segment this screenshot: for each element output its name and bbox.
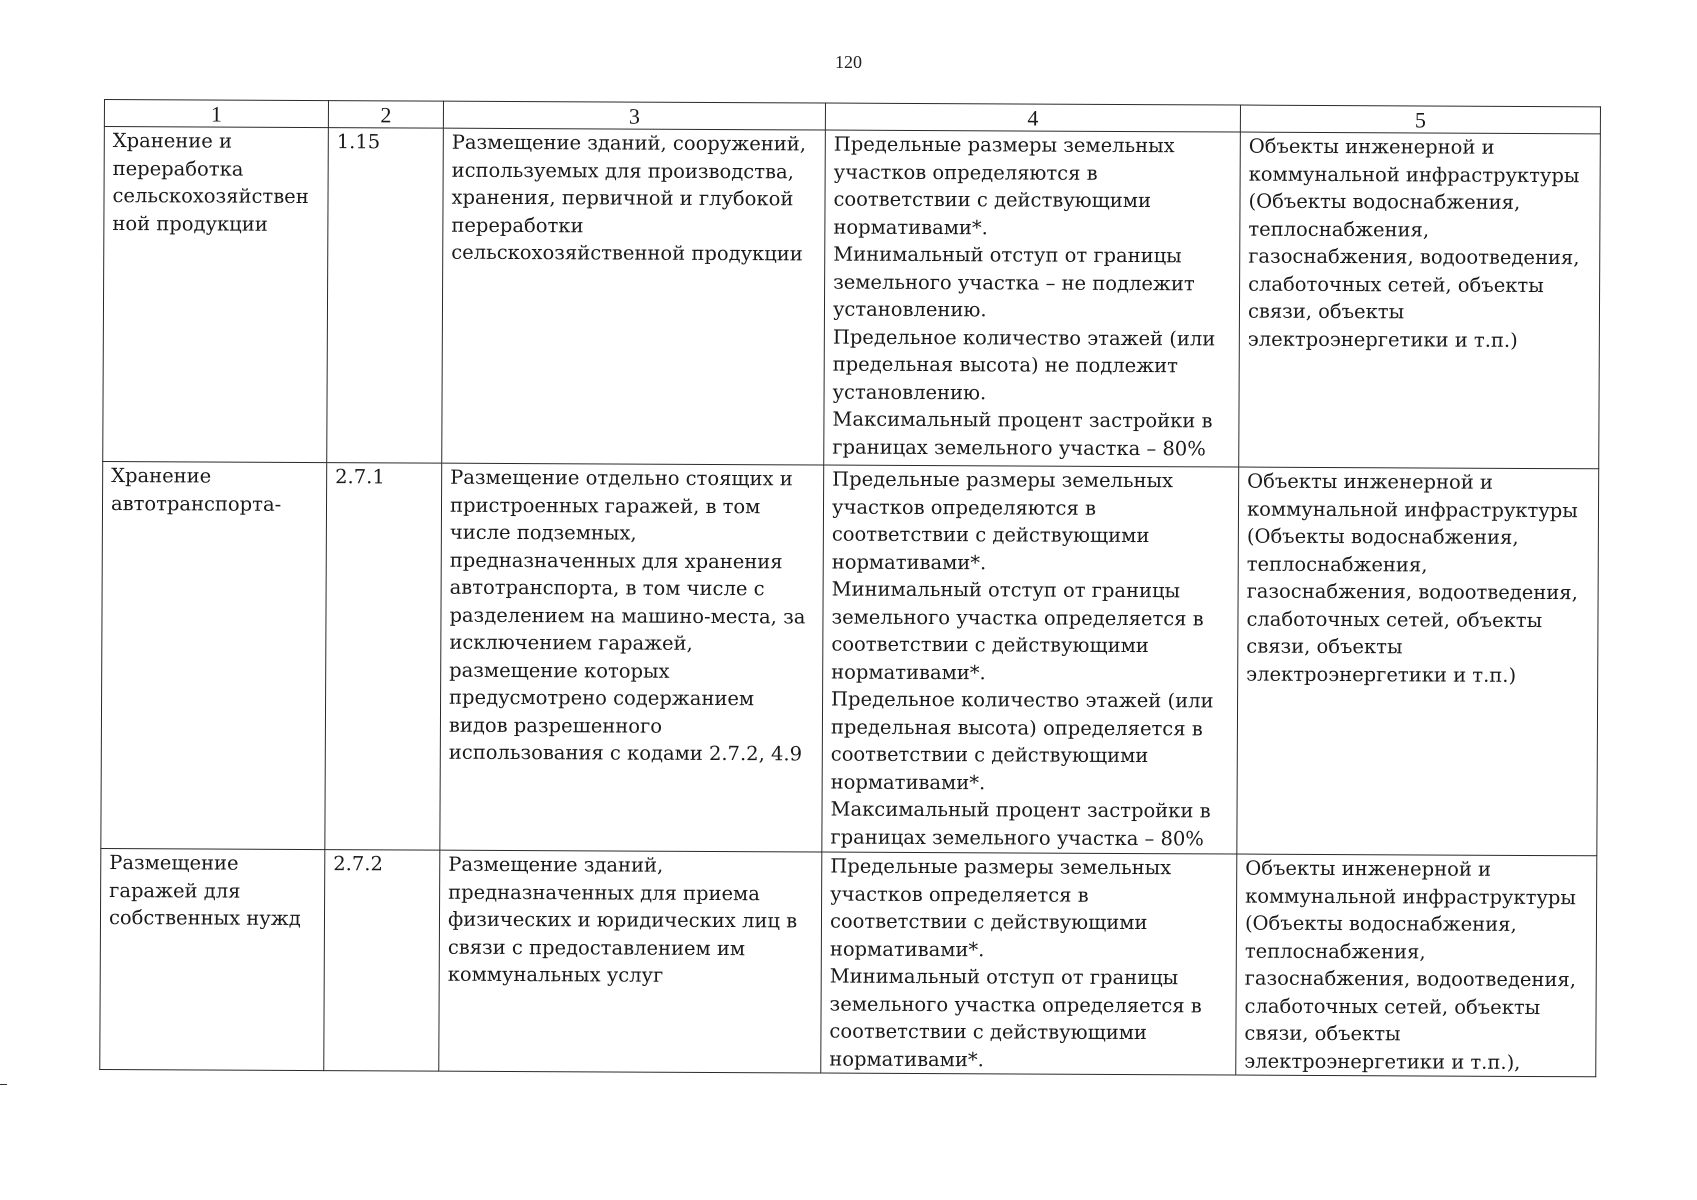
text-line: Объекты инженерной и (1245, 856, 1492, 881)
text-line: установлению. (832, 380, 987, 404)
text-line: Хранение (111, 464, 212, 488)
parameters-cell (822, 465, 1239, 854)
text-line: границах земельного участка – 80% (832, 435, 1206, 460)
land-use-code-cell (327, 128, 444, 464)
objects-cell (1239, 132, 1601, 469)
text-line: переработки (451, 213, 584, 237)
column-header-2: 2 (328, 101, 443, 129)
column-header-4: 4 (825, 103, 1240, 132)
text-line: газоснабжения, водоотведения, (1248, 244, 1580, 270)
text-line: используемых для производства, (451, 158, 794, 183)
land-use-name-cell (100, 848, 325, 1070)
text-line: исключением гаражей, (449, 630, 693, 655)
land-use-name-cell (101, 461, 327, 849)
text-line: хранения, первичной и глубокой (451, 185, 794, 211)
text-line: связи, объекты (1244, 1021, 1401, 1046)
table-row (101, 461, 1599, 855)
text-line: участков определяется в (830, 882, 1089, 907)
text-line: видов разрешенного (448, 713, 663, 738)
land-use-code-cell (325, 463, 442, 851)
text-line: соответствии с действующими (833, 187, 1152, 213)
text-line: соответствии с действующими (829, 909, 1148, 935)
text-line: связи, объекты (1246, 634, 1403, 659)
text-line: сельскохозяйственной продукции (451, 240, 803, 266)
text-line: нормативами*. (831, 550, 987, 574)
table-row (100, 848, 1597, 1076)
text-line: соответствии с действующими (829, 1019, 1147, 1045)
text-line: земельного участка определяется в (831, 605, 1204, 630)
text-line: электроэнергетики и т.п.) (1246, 662, 1517, 687)
text-line: (Объекты водоснабжения, (1248, 189, 1521, 214)
text-line: предельная высота) определяется в (830, 715, 1203, 740)
text-line: Размещение зданий, (448, 852, 664, 877)
column-header-5: 5 (1240, 105, 1600, 134)
objects-cell (1236, 854, 1597, 1077)
text-line: предусмотрено содержанием (449, 685, 755, 711)
text-line: коммунальной инфраструктуры (1246, 497, 1578, 522)
text-line: теплоснабжения, (1246, 552, 1428, 576)
text-line: коммунальной инфраструктуры (1245, 884, 1576, 909)
text-line: земельного участка определяется в (829, 992, 1202, 1017)
land-use-code: 2.7.1 (335, 465, 385, 489)
description-cell (439, 850, 822, 1073)
text-line: Размещение зданий, сооружений, (451, 130, 807, 156)
text-line: ной продукции (112, 211, 268, 236)
text-line: установлению. (832, 297, 987, 322)
text-line: (Объекты водоснабжения, (1244, 911, 1517, 936)
text-line: Минимальный отступ от границы (829, 964, 1179, 990)
land-use-code: 1.15 (336, 130, 381, 154)
text-line: Предельные размеры земельных (830, 854, 1172, 880)
land-use-name-cell (103, 127, 329, 463)
scan-edge-mark (0, 1084, 7, 1085)
text-line: нормативами*. (829, 1047, 984, 1071)
text-line: газоснабжения, водоотведения, (1246, 579, 1578, 605)
text-line: Предельные размеры земельных (833, 132, 1175, 158)
parameters-cell (824, 130, 1241, 467)
text-line: собственных нужд (108, 906, 301, 930)
column-header-3: 3 (443, 101, 825, 130)
parameters-cell (821, 852, 1237, 1075)
text-line: Предельные размеры земельных (832, 467, 1174, 493)
text-line: газоснабжения, водоотведения, (1244, 966, 1577, 992)
objects-cell (1237, 467, 1599, 856)
text-line: соответствии с действующими (830, 742, 1149, 768)
text-line: переработка (112, 156, 244, 181)
text-line: коммунальной инфраструктуры (1248, 162, 1580, 187)
text-line: коммунальных услуг (447, 962, 664, 987)
text-line: Минимальный отступ от границы (831, 577, 1181, 603)
text-line: гаражей для (109, 878, 241, 903)
text-line: пристроенных гаражей, в том (449, 493, 761, 518)
text-line: предельная высота) не подлежит (832, 352, 1178, 378)
text-line: соответствии с действующими (831, 522, 1150, 548)
text-line: нормативами*. (829, 937, 985, 961)
text-line: автотранспорта, в том числе с (449, 575, 765, 601)
land-use-table (99, 99, 1601, 1077)
text-line: физических и юридических лиц в (447, 907, 798, 933)
text-line: Предельное количество этажей (или (832, 325, 1216, 350)
text-line: разделением на машино-места, за (449, 603, 806, 628)
text-line: нормативами*. (830, 770, 986, 794)
text-line: нормативами*. (833, 215, 988, 239)
text-line: слаботочных сетей, объекты (1248, 272, 1544, 297)
text-line: участков определяются в (831, 495, 1097, 520)
text-line: теплоснабжения, (1248, 217, 1430, 241)
page-number: 120 (835, 52, 862, 72)
text-line: земельного участка – не подлежит (833, 270, 1195, 295)
column-header-1: 1 (104, 100, 328, 128)
text-line: использования с кодами 2.7.2, 4.9 (448, 740, 803, 766)
text-line: Максимальный процент застройки в (832, 407, 1213, 433)
text-line: Предельное количество этажей (или (831, 687, 1214, 713)
text-line: предназначенных для хранения (449, 548, 783, 573)
text-line: связи, объекты (1247, 299, 1405, 324)
text-line: соответствии с действующими (831, 632, 1149, 658)
description-cell (440, 463, 824, 852)
text-line: участков определяются в (833, 160, 1098, 185)
text-line: Объекты инженерной и (1248, 134, 1495, 159)
description-cell (442, 128, 826, 465)
text-line: размещение которых (449, 658, 670, 683)
text-line: Размещение отдельно стоящих и (450, 465, 793, 491)
text-line: предназначенных для приема (448, 880, 760, 905)
text-line: границах земельного участка – 80% (830, 825, 1204, 850)
text-line: автотранспорта- (110, 491, 282, 516)
text-line: слаботочных сетей, объекты (1246, 607, 1543, 632)
text-line: числе подземных, (449, 520, 637, 545)
land-use-code-cell (324, 850, 440, 1072)
text-line: Размещение (109, 851, 239, 875)
text-line: Объекты инженерной и (1247, 469, 1493, 494)
text-line: Минимальный отступ от границы (833, 242, 1182, 268)
text-line: электроэнергетики и т.п.) (1247, 327, 1518, 352)
text-line: сельскохозяйствен (112, 184, 309, 209)
text-line: Максимальный процент застройки в (830, 797, 1211, 823)
text-line: связи с предоставлением им (447, 935, 746, 960)
text-line: (Объекты водоснабжения, (1246, 524, 1519, 549)
text-line: теплоснабжения, (1244, 939, 1426, 963)
text-line: слаботочных сетей, объекты (1244, 994, 1541, 1019)
table-row (103, 127, 1601, 469)
text-line: электроэнергетики и т.п.), (1244, 1049, 1521, 1074)
text-line: Хранение и (112, 129, 233, 153)
text-line: нормативами*. (831, 660, 986, 684)
land-use-code: 2.7.2 (333, 852, 383, 876)
